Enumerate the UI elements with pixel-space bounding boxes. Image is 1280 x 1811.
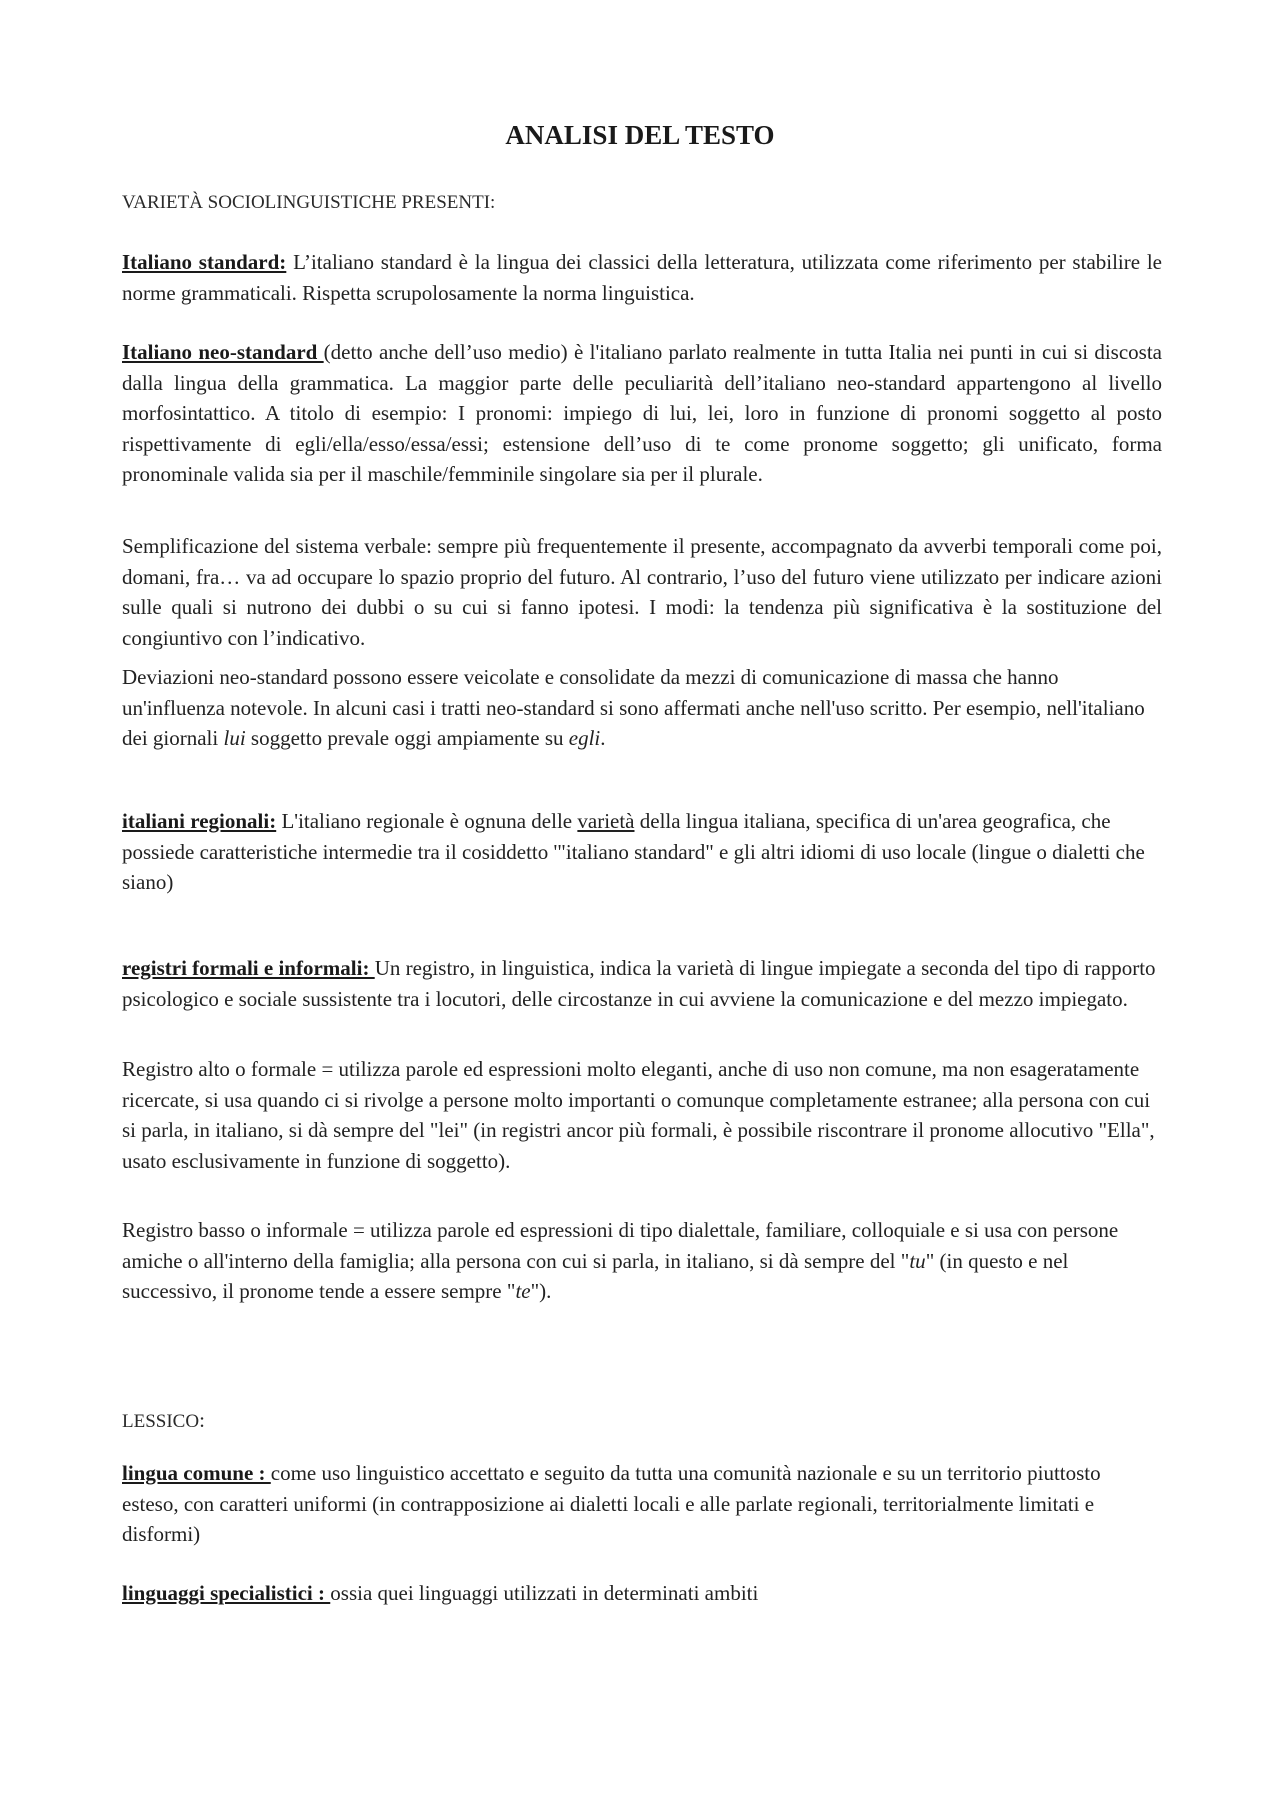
document-title: ANALISI DEL TESTO bbox=[505, 120, 775, 150]
section-heading-lessico bbox=[122, 1408, 205, 1433]
paragraph-semplificazione bbox=[122, 531, 1162, 653]
text-deviazioni-b: soggetto prevale oggi ampiamente su bbox=[245, 726, 569, 750]
paragraph-italiano-neo-standard bbox=[122, 337, 1162, 490]
definition-italiano-neo-standard: (detto anche dell’uso medio) è l'italiano parlato realmente in tutta Italia nei punti in cui si discosta dalla lingua della grammatica. La maggior parte delle peculiarità dell’italiano neo-standard appartengono al livello morfosintattico. A titolo di esempio: I pronomi: impiego di lui, lei, loro in funzione di pronomi soggetto al posto rispettivamente di egli/ella/esso/essa/essi; estensione dell’uso di te come pronome soggetto; gli unificato, forma pronominale valida sia per il maschile/femminile singolare sia per il plurale. bbox=[122, 340, 1163, 486]
term-linguaggi-specialistici: linguaggi specialistici : bbox=[122, 1581, 331, 1605]
text-basso-a: Registro basso o informale = utilizza parole ed espressioni di tipo dialettale, familiare, colloquiale e si usa con persone amiche o all'interno della famiglia; alla persona con cui si parla, in italiano, si dà sempre del " bbox=[122, 1218, 1119, 1273]
text-basso-c: "). bbox=[530, 1279, 552, 1303]
term-lingua-comune: lingua comune : bbox=[122, 1461, 271, 1485]
text-deviazioni-a: Deviazioni neo-standard possono essere veicolate e consolidate da mezzi di comunicazione di massa che hanno un'influenza notevole. In alcuni casi i tratti neo-standard si sono affermati anche nell'uso scritto. Per esempio, nell'italiano dei giornali bbox=[122, 665, 1145, 750]
paragraph-registro-alto bbox=[122, 1054, 1162, 1176]
term-registri: registri formali e informali: bbox=[122, 956, 375, 980]
section-heading-varieta: VARIETÀ SOCIOLINGUISTICHE PRESENTI: bbox=[122, 192, 496, 213]
paragraph-registro-basso bbox=[122, 1215, 1162, 1307]
text-te: te bbox=[515, 1279, 531, 1303]
paragraph-italiani-regionali bbox=[122, 806, 1162, 898]
lessico-colon: : bbox=[199, 1408, 205, 1432]
paragraph-lingua-comune bbox=[122, 1458, 1162, 1550]
text-basso-b: " (in questo e nel successivo, il pronome tende a essere sempre " bbox=[122, 1248, 1069, 1303]
lessico-label: LESSICO bbox=[122, 1411, 200, 1432]
text-egli: egli bbox=[568, 726, 601, 750]
text-registro-alto: Registro alto o formale = utilizza parole ed espressioni molto eleganti, anche di uso non comune, ma non esageratamente ricercate, si usa quando ci si rivolge a persone molto importanti o comunque completamente estranee; alla persona con cui si parla, in italiano, si dà sempre del "lei" (in registri ancor più formali, è possibile riscontrare il pronome allocutivo "Ella", usato esclusivamente in funzione di soggetto). bbox=[122, 1057, 1155, 1173]
definition-italiano-standard: L’italiano standard è la lingua dei classici della letteratura, utilizzata come riferimento per stabilire le norme grammaticali. Rispetta scrupolosamente la norma linguistica. bbox=[122, 250, 1163, 305]
definition-registri: Un registro, in linguistica, indica la varietà di lingue impiegate a seconda del tipo di rapporto psicologico e sociale sussistente tra i locutori, delle circostanze in cui avviene la comunicazione e del mezzo impiegato. bbox=[122, 956, 1156, 1011]
term-italiani-regionali: italiani regionali: bbox=[122, 809, 277, 833]
text-deviazioni-c: . bbox=[600, 726, 606, 750]
definition-linguaggi-specialistici: ossia quei linguaggi utilizzati in determinati ambiti bbox=[330, 1581, 759, 1605]
paragraph-registri bbox=[122, 953, 1162, 1014]
text-regionali-a: L'italiano regionale è ognuna delle bbox=[276, 809, 578, 833]
text-semplificazione: Semplificazione del sistema verbale: sempre più frequentemente il presente, accompagnato da avverbi temporali come poi, domani, fra… va ad occupare lo spazio proprio del futuro. Al contrario, l’uso del futuro viene utilizzato per indicare azioni sulle quali si nutrono dei dubbi o su cui si fanno ipotesi. I modi: la tendenza più significativa è la sostituzione del congiuntivo con l’indicativo. bbox=[122, 534, 1162, 650]
text-tu: tu bbox=[909, 1248, 926, 1273]
link-varieta[interactable]: varietà bbox=[577, 809, 635, 833]
text-lui: lui bbox=[223, 726, 246, 750]
definition-lingua-comune: come uso linguistico accettato e seguito da tutta una comunità nazionale e su un territorio piuttosto esteso, con caratteri uniformi (in contrapposizione ai dialetti locali e alle parlate regionali, territorialmente limitati e disformi) bbox=[122, 1461, 1101, 1546]
paragraph-italiano-standard bbox=[122, 247, 1162, 308]
term-italiano-neo-standard: Italiano neo-standard bbox=[122, 340, 324, 364]
text-regionali-b: della lingua italiana, specifica di un'area geografica, che possiede caratteristiche intermedie tra il cosiddetto '"italiano standard" e gli altri idiomi di uso locale (lingue o dialetti che siano) bbox=[122, 809, 1145, 894]
term-italiano-standard: Italiano standard: bbox=[122, 250, 287, 274]
paragraph-linguaggi-specialistici bbox=[122, 1578, 1162, 1609]
paragraph-deviazioni bbox=[122, 662, 1162, 754]
